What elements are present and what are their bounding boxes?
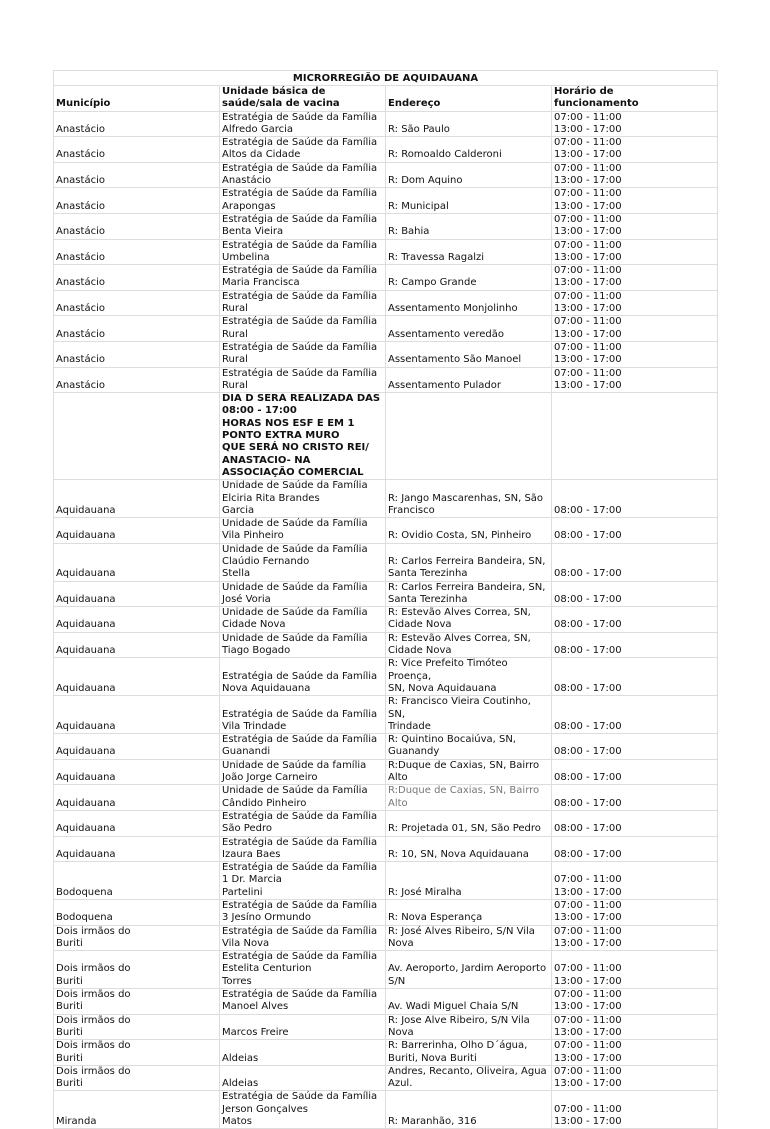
cell-unidade: Estratégia de Saúde da Família Guanandi: [220, 734, 386, 760]
table-row: [54, 607, 718, 633]
cell-unidade: Estratégia de Saúde da Família Izaura Baes: [220, 836, 386, 862]
cell-municipio: Anastácio: [54, 265, 220, 291]
table-row: [54, 951, 718, 989]
cell-municipio: Aquidauana: [54, 785, 220, 811]
cell-municipio: Anastácio: [54, 316, 220, 342]
cell-municipio: Aquidauana: [54, 734, 220, 760]
document-sheet: [53, 70, 718, 1129]
cell-municipio: Anastácio: [54, 111, 220, 137]
cell-horario: 07:00 - 11:00 13:00 - 17:00: [552, 900, 718, 926]
header-unidade: Unidade básica de saúde/sala de vacina: [220, 86, 386, 112]
table-row: [54, 1040, 718, 1066]
cell-endereco: R: Quintino Bocaiúva, SN, Guanandy: [386, 734, 552, 760]
cell-horario: 08:00 - 17:00: [552, 658, 718, 696]
cell-endereco: R: Maranhão, 316: [386, 1091, 552, 1129]
cell-horario: 08:00 - 17:00: [552, 518, 718, 544]
cell-unidade: Estratégia de Saúde da Família São Pedro: [220, 810, 386, 836]
cell-horario: 08:00 - 17:00: [552, 734, 718, 760]
header-municipio: Município: [54, 86, 220, 112]
cell-unidade: Unidade de Saúde da Família Claúdio Fernando Stella: [220, 543, 386, 581]
table-row: [54, 341, 718, 367]
cell-endereco: R: 10, SN, Nova Aquidauana: [386, 836, 552, 862]
cell-endereco: Andres, Recanto, Oliveira, Água Azul.: [386, 1065, 552, 1091]
cell-endereco: R: Campo Grande: [386, 265, 552, 291]
cell-endereco: R: Travessa Ragalzi: [386, 239, 552, 265]
cell-endereco: R: Barrerinha, Olho D´água, Buriti, Nova Buriti: [386, 1040, 552, 1066]
cell-endereco: R: São Paulo: [386, 111, 552, 137]
table-row: [54, 696, 718, 734]
cell-unidade: Estratégia de Saúde da Família Altos da Cidade: [220, 137, 386, 163]
cell-horario: 07:00 - 11:00 13:00 - 17:00: [552, 137, 718, 163]
cell-horario: 08:00 - 17:00: [552, 607, 718, 633]
cell-municipio: Miranda: [54, 1091, 220, 1129]
cell-endereco: R: Carlos Ferreira Bandeira, SN, Santa Terezinha: [386, 581, 552, 607]
table-row: [54, 785, 718, 811]
cell-horario: 07:00 - 11:00 13:00 - 17:00: [552, 188, 718, 214]
cell-municipio: Aquidauana: [54, 607, 220, 633]
cell-endereco: R: José Miralha: [386, 862, 552, 900]
cell-unidade: Unidade de Saúde da Família Elciria Rita Brandes Garcia: [220, 480, 386, 518]
cell-unidade: Estratégia de Saúde da Família Anastácio: [220, 162, 386, 188]
table-row: [54, 581, 718, 607]
cell-municipio: Dois irmãos do Buriti: [54, 951, 220, 989]
cell-unidade: Unidade de Saúde da família João Jorge Carneiro: [220, 759, 386, 785]
cell-municipio: Anastácio: [54, 290, 220, 316]
cell-municipio: Anastácio: [54, 367, 220, 393]
cell-municipio: Anastácio: [54, 162, 220, 188]
cell-endereco: R: Dom Aquino: [386, 162, 552, 188]
header-row: [54, 86, 718, 112]
cell-horario: 08:00 - 17:00: [552, 632, 718, 658]
table-row: [54, 137, 718, 163]
table-row: [54, 1014, 718, 1040]
cell-municipio: Aquidauana: [54, 696, 220, 734]
cell-horario: 07:00 - 11:00 13:00 - 17:00: [552, 213, 718, 239]
cell-municipio: Bodoquena: [54, 862, 220, 900]
cell-unidade: Unidade de Saúde da Família Vila Pinheiro: [220, 518, 386, 544]
cell-endereco: R: Projetada 01, SN, São Pedro: [386, 810, 552, 836]
table-row: [54, 239, 718, 265]
cell-endereco: R: Municipal: [386, 188, 552, 214]
cell-endereco: R: Ovidio Costa, SN, Pinheiro: [386, 518, 552, 544]
cell-horario: 08:00 - 17:00: [552, 581, 718, 607]
cell-endereco: R: Nova Esperança: [386, 900, 552, 926]
cell-endereco: R: Jose Alve Ribeiro, S/N Vila Nova: [386, 1014, 552, 1040]
cell-unidade: Estratégia de Saúde da Família Rural: [220, 316, 386, 342]
table-row: [54, 162, 718, 188]
table-row: [54, 367, 718, 393]
cell-unidade: Estratégia de Saúde da Família 3 Jesíno Ormundo: [220, 900, 386, 926]
cell-municipio: Anastácio: [54, 341, 220, 367]
cell-municipio: Dois irmãos do Buriti: [54, 1065, 220, 1091]
note-row: [54, 393, 718, 480]
table-body: [54, 71, 718, 1129]
cell-endereco: R: Bahia: [386, 213, 552, 239]
cell-endereco: R: Jango Mascarenhas, SN, São Francisco: [386, 480, 552, 518]
cell-horario: 07:00 - 11:00 13:00 - 17:00: [552, 265, 718, 291]
header-horario: Horário de funcionamento: [552, 86, 718, 112]
cell-unidade: Estratégia de Saúde da Família Vila Nova: [220, 925, 386, 951]
cell-horario: 08:00 - 17:00: [552, 696, 718, 734]
cell-horario: 08:00 - 17:00: [552, 810, 718, 836]
cell-municipio: Anastácio: [54, 213, 220, 239]
cell-endereco: Assentamento Pulador: [386, 367, 552, 393]
cell-horario: 07:00 - 11:00 13:00 - 17:00: [552, 862, 718, 900]
table-row: [54, 265, 718, 291]
table-row: [54, 810, 718, 836]
cell-horario: 07:00 - 11:00 13:00 - 17:00: [552, 162, 718, 188]
cell-municipio: Dois irmãos do Buriti: [54, 925, 220, 951]
cell-endereco: Av. Aeroporto, Jardim Aeroporto S/N: [386, 951, 552, 989]
cell-unidade: Estratégia de Saúde da Família Umbelina: [220, 239, 386, 265]
cell-unidade: Marcos Freire: [220, 1014, 386, 1040]
cell-unidade: Estratégia de Saúde da Família Rural: [220, 367, 386, 393]
cell-unidade: Estratégia de Saúde da Família Manoel Alves: [220, 989, 386, 1015]
table-row: [54, 1091, 718, 1129]
table-row: [54, 1065, 718, 1091]
cell-horario: 08:00 - 17:00: [552, 480, 718, 518]
table-row: [54, 862, 718, 900]
cell-municipio: Aquidauana: [54, 632, 220, 658]
table-row: [54, 836, 718, 862]
table-row: [54, 111, 718, 137]
cell-endereco: R: Francisco Vieira Coutinho, SN, Trindade: [386, 696, 552, 734]
cell-horario: 07:00 - 11:00 13:00 - 17:00: [552, 111, 718, 137]
table-row: [54, 632, 718, 658]
cell-unidade: Unidade de Saúde da Família José Voria: [220, 581, 386, 607]
cell-endereco: R: Estevão Alves Correa, SN, Cidade Nova: [386, 632, 552, 658]
table-row: [54, 316, 718, 342]
cell-endereco: R:Duque de Caxias, SN, Bairro Alto: [386, 759, 552, 785]
cell-municipio: Aquidauana: [54, 543, 220, 581]
table-row: [54, 925, 718, 951]
cell-municipio: Anastácio: [54, 137, 220, 163]
cell-horario: 07:00 - 11:00 13:00 - 17:00: [552, 925, 718, 951]
cell-municipio: Aquidauana: [54, 759, 220, 785]
cell-endereco: R: Estevão Alves Correa, SN, Cidade Nova: [386, 607, 552, 633]
cell-endereco: R: Carlos Ferreira Bandeira, SN, Santa Terezinha: [386, 543, 552, 581]
cell-municipio: Aquidauana: [54, 836, 220, 862]
cell-horario: 07:00 - 11:00 13:00 - 17:00: [552, 1040, 718, 1066]
cell-municipio: Bodoquena: [54, 900, 220, 926]
table-title: MICRORREGIÃO DE AQUIDAUANA: [54, 71, 718, 86]
cell-horario: 07:00 - 11:00 13:00 - 17:00: [552, 1014, 718, 1040]
cell-unidade: Unidade de Saúde da Família Tiago Bogado: [220, 632, 386, 658]
cell-horario: 08:00 - 17:00: [552, 543, 718, 581]
cell-unidade: Unidade de Saúde da Família Cidade Nova: [220, 607, 386, 633]
table-row: [54, 734, 718, 760]
table-row: [54, 989, 718, 1015]
cell-endereco: [386, 393, 552, 480]
vaccination-units-table: [53, 70, 718, 1129]
cell-municipio: Anastácio: [54, 188, 220, 214]
cell-endereco: R: Romoaldo Calderoni: [386, 137, 552, 163]
cell-unidade: Estratégia de Saúde da Família Benta Vieira: [220, 213, 386, 239]
cell-unidade: Estratégia de Saúde da Família Rural: [220, 290, 386, 316]
cell-municipio: Anastácio: [54, 239, 220, 265]
cell-municipio: Aquidauana: [54, 480, 220, 518]
cell-horario: 07:00 - 11:00 13:00 - 17:00: [552, 989, 718, 1015]
cell-unidade: Estratégia de Saúde da Família Alfredo Garcia: [220, 111, 386, 137]
dia-d-note: DIA D SERÁ REALIZADA DAS 08:00 - 17:00 HORAS NOS ESF E EM 1 PONTO EXTRA MURO QUE SERÁ NO CRISTO REI/ ANASTACIO- NA ASSOCIAÇÃO COMERCIAL: [220, 393, 386, 480]
cell-horario: 07:00 - 11:00 13:00 - 17:00: [552, 290, 718, 316]
cell-unidade: Estratégia de Saúde da Família Vila Trindade: [220, 696, 386, 734]
cell-unidade: Estratégia de Saúde da Família Nova Aquidauana: [220, 658, 386, 696]
cell-horario: 07:00 - 11:00 13:00 - 17:00: [552, 341, 718, 367]
cell-endereco: R: José Alves Ribeiro, S/N Vila Nova: [386, 925, 552, 951]
cell-horario: 08:00 - 17:00: [552, 759, 718, 785]
table-row: [54, 759, 718, 785]
cell-unidade: Unidade de Saúde da Família Cândido Pinheiro: [220, 785, 386, 811]
cell-unidade: Estratégia de Saúde da Família 1 Dr. Marcia Partelini: [220, 862, 386, 900]
cell-unidade: Estratégia de Saúde da Família Rural: [220, 341, 386, 367]
cell-municipio: Aquidauana: [54, 810, 220, 836]
table-row: [54, 543, 718, 581]
cell-endereco: Av. Wadi Miguel Chaia S/N: [386, 989, 552, 1015]
title-row: [54, 71, 718, 86]
cell-endereco: Assentamento veredão: [386, 316, 552, 342]
header-endereco: Endereço: [386, 86, 552, 112]
cell-horario: 08:00 - 17:00: [552, 836, 718, 862]
cell-horario: 07:00 - 11:00 13:00 - 17:00: [552, 239, 718, 265]
cell-horario: 07:00 - 11:00 13:00 - 17:00: [552, 1091, 718, 1129]
cell-horario: 07:00 - 11:00 13:00 - 17:00: [552, 316, 718, 342]
cell-horario: 07:00 - 11:00 13:00 - 17:00: [552, 951, 718, 989]
cell-municipio: Aquidauana: [54, 658, 220, 696]
cell-unidade: Estratégia de Saúde da Família Jerson Gonçalves Matos: [220, 1091, 386, 1129]
cell-endereco: R: Vice Prefeito Timóteo Proença, SN, Nova Aquidauana: [386, 658, 552, 696]
table-row: [54, 213, 718, 239]
cell-unidade: Estratégia de Saúde da Família Estelita Centurion Torres: [220, 951, 386, 989]
cell-municipio: Aquidauana: [54, 518, 220, 544]
cell-municipio: Dois irmãos do Buriti: [54, 989, 220, 1015]
cell-municipio: Aquidauana: [54, 581, 220, 607]
cell-endereco: R:Duque de Caxias, SN, Bairro Alto: [386, 785, 552, 811]
table-row: [54, 290, 718, 316]
cell-unidade: Estratégia de Saúde da Família Arapongas: [220, 188, 386, 214]
cell-endereco: Assentamento Monjolinho: [386, 290, 552, 316]
table-row: [54, 188, 718, 214]
cell-municipio: Dois irmãos do Buriti: [54, 1014, 220, 1040]
table-row: [54, 480, 718, 518]
table-row: [54, 658, 718, 696]
cell-municipio: Dois irmãos do Buriti: [54, 1040, 220, 1066]
cell-horario: 07:00 - 11:00 13:00 - 17:00: [552, 367, 718, 393]
table-row: [54, 900, 718, 926]
cell-municipio: [54, 393, 220, 480]
cell-endereco: Assentamento São Manoel: [386, 341, 552, 367]
table-row: [54, 518, 718, 544]
cell-unidade: Aldeias: [220, 1040, 386, 1066]
cell-horario: 07:00 - 11:00 13:00 - 17:00: [552, 1065, 718, 1091]
cell-horario: 08:00 - 17:00: [552, 785, 718, 811]
cell-unidade: Estratégia de Saúde da Família Maria Francisca: [220, 265, 386, 291]
cell-horario: [552, 393, 718, 480]
cell-unidade: Aldeias: [220, 1065, 386, 1091]
